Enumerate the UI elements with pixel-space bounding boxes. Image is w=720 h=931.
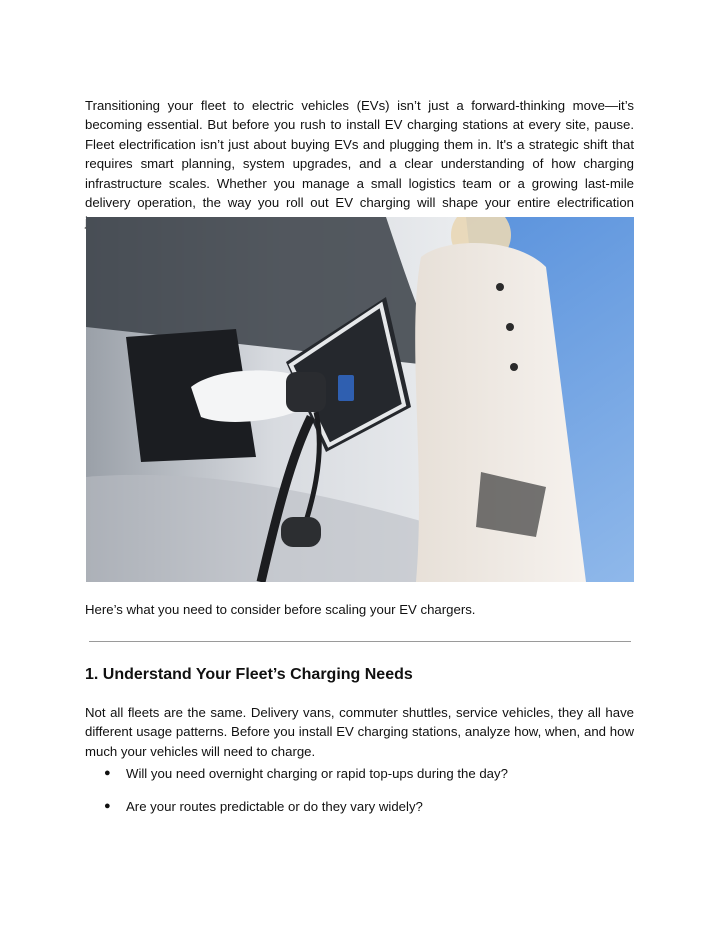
horizontal-divider: [89, 641, 631, 642]
bullet-icon: ●: [104, 767, 111, 779]
bullet-list: [85, 764, 634, 831]
intro-paragraph: Transitioning your fleet to electric vehicles (EVs) isn’t just a forward-thinking move—it’s becoming essential. But before you rush to install EV charging stations at every site, pause. Fleet electrification isn’t just about buying EVs and plugging them in. It's a strategic shift that requires smart planning, system upgrades, and a clear understanding of how charging infrastructure scales. Whether you manage a small logistics team or a growing last-mile delivery operation, the way you roll out EV charging will shape your entire electrification: [85, 98, 634, 211]
section-heading: 1. Understand Your Fleet’s Charging Needs: [85, 666, 413, 683]
list-item: [85, 764, 634, 783]
list-item: [85, 797, 634, 816]
section-body-paragraph: Not all fleets are the same. Delivery vans, commuter shuttles, service vehicles, they all have different usage patterns. Before you install EV charging stations, analyze how, when, and how much your vehicles will need to charge.: [85, 705, 634, 759]
list-item-text: Will you need overnight charging or rapid top-ups during the day?: [126, 766, 508, 781]
ev-charging-photo: [86, 217, 634, 582]
bullet-icon: ●: [104, 800, 111, 813]
list-item-text: Are your routes predictable or do they vary widely?: [126, 799, 423, 815]
caption-text: Here’s what you need to consider before scaling your EV chargers.: [85, 602, 476, 617]
